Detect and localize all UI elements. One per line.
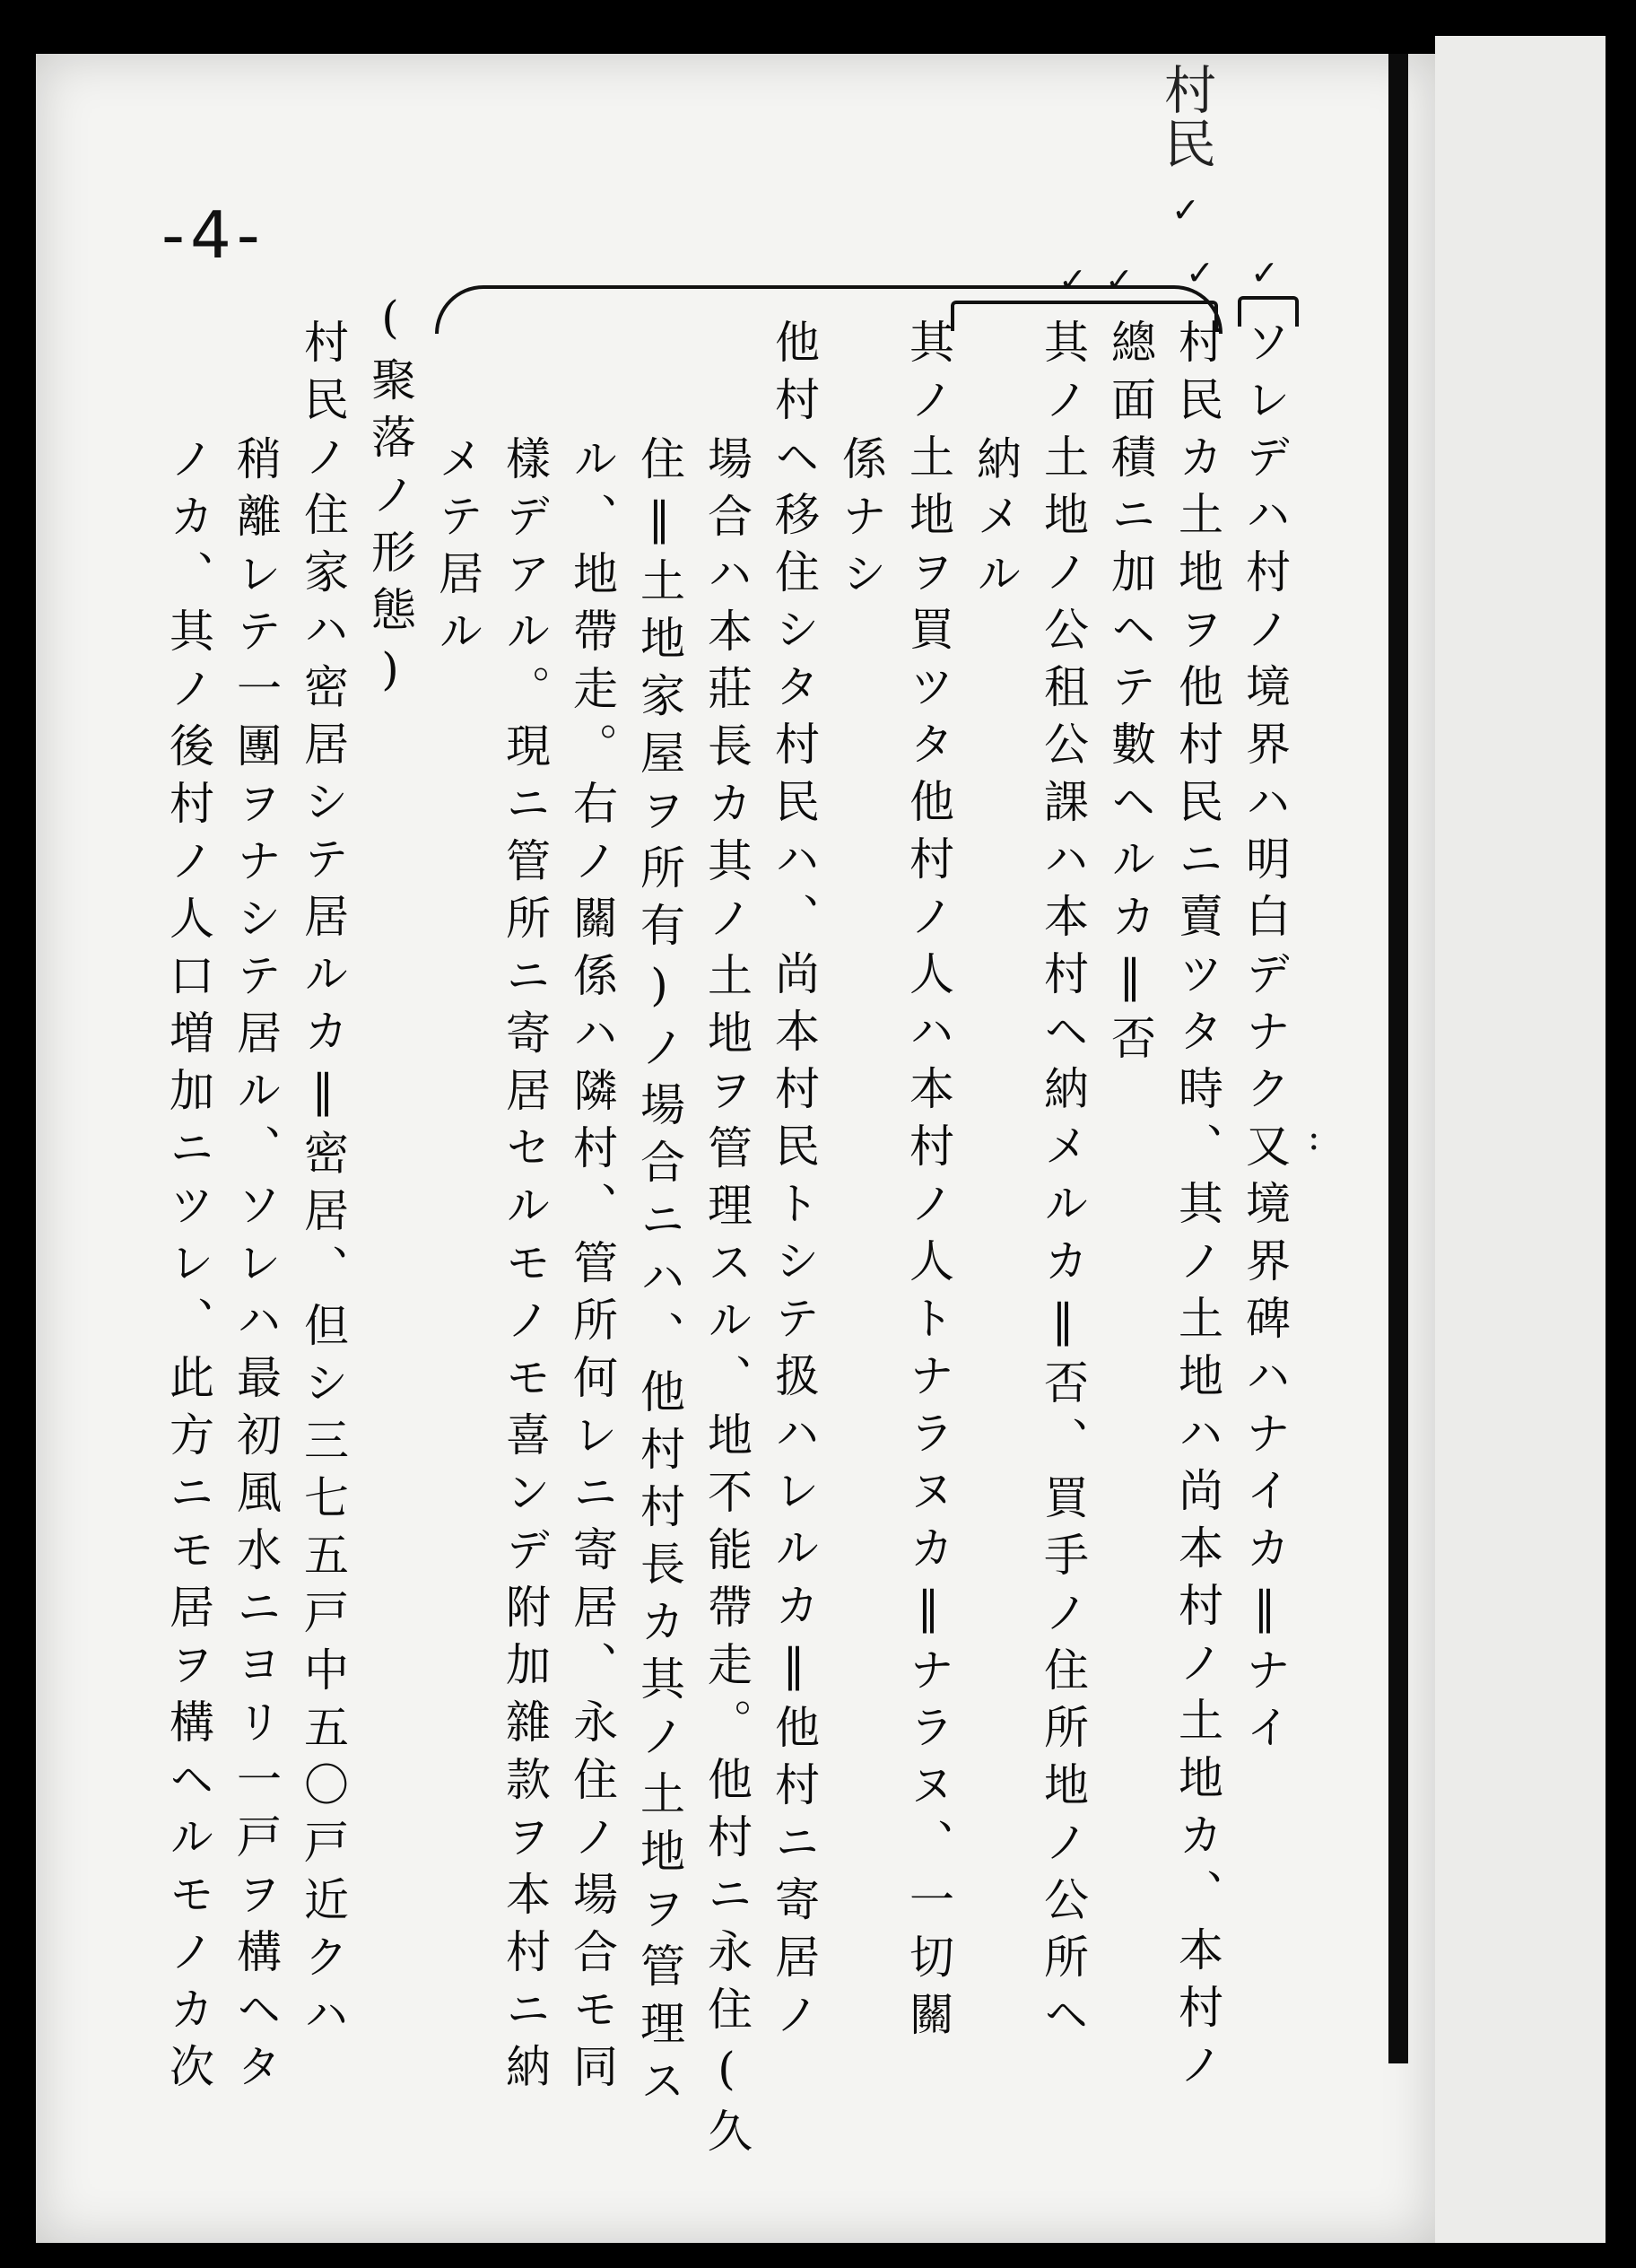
check-mark: ✓ <box>1186 253 1214 292</box>
check-mark: ✓ <box>1105 260 1134 300</box>
text-column: メテ居ル <box>431 435 483 665</box>
text-column: ノカ、其ノ後村ノ人口増加ニツレ、此方ニモ居ヲ構ヘルモノカ次 <box>162 435 214 2100</box>
text-column: ル、地帶走。右ノ關係ハ隣村、管所何レニ寄居、永住ノ場合モ同 <box>566 435 618 2100</box>
text-column: 納メル <box>970 435 1022 607</box>
check-mark: ✓ <box>1058 260 1087 300</box>
page-number: -4- <box>161 197 265 273</box>
section-heading: (聚落ノ形態) <box>364 292 416 708</box>
check-mark: ✓ <box>1171 190 1200 230</box>
text-column: 村民カ土地ヲ他村民ニ賣ツタ時、其ノ土地ハ尚本村ノ土地カ、本村ノ <box>1171 318 1223 2098</box>
text-column: 場合ハ本莊長カ其ノ土地ヲ管理スル、地不能帶走。他村ニ永住(久 <box>701 435 753 2165</box>
binding-spine <box>1388 54 1408 2063</box>
margin-mark: : <box>1308 1117 1320 1158</box>
text-column: 他村ヘ移住シタ村民ハ、尚本村民トシテ扱ハレルカ‖他村ニ寄居ノ <box>768 318 820 2048</box>
text-column: 住‖土地家屋ヲ所有)ノ場合ニハ、他村村長カ其ノ土地ヲ管理ス <box>633 435 685 2115</box>
text-column: 樣デアル。現ニ管所ニ寄居セルモノモ喜ンデ附加雜款ヲ本村ニ納 <box>499 435 551 2100</box>
text-column: 係ナシ <box>835 435 887 607</box>
check-mark: ✓ <box>1250 253 1279 292</box>
text-column: 其ノ土地ヲ買ツタ他村ノ人ハ本村ノ人トナラヌカ‖ナラヌ、一切關 <box>902 318 954 2048</box>
text-column: 稍離レテ一團ヲナシテ居ル、ソレハ最初風水ニヨリ一戸ヲ構ヘタ <box>230 435 282 2100</box>
text-column: ソレデハ村ノ境界ハ明白デナク又境界碑ハナイカ‖ナイ <box>1239 318 1291 1761</box>
text-column: 其ノ土地ノ公租公課ハ本村ヘ納メルカ‖否、買手ノ住所地ノ公所ヘ <box>1037 318 1089 2048</box>
text-column: 總面積ニ加ヘテ數ヘルカ‖否 <box>1104 318 1156 1072</box>
adjacent-page-strip <box>1435 36 1606 2243</box>
handwritten-annotation: 村民 <box>1155 63 1216 170</box>
text-column: 村民ノ住家ハ密居シテ居ルカ‖密居、但シ三七五戸中五〇戸近クハ <box>297 318 349 2048</box>
